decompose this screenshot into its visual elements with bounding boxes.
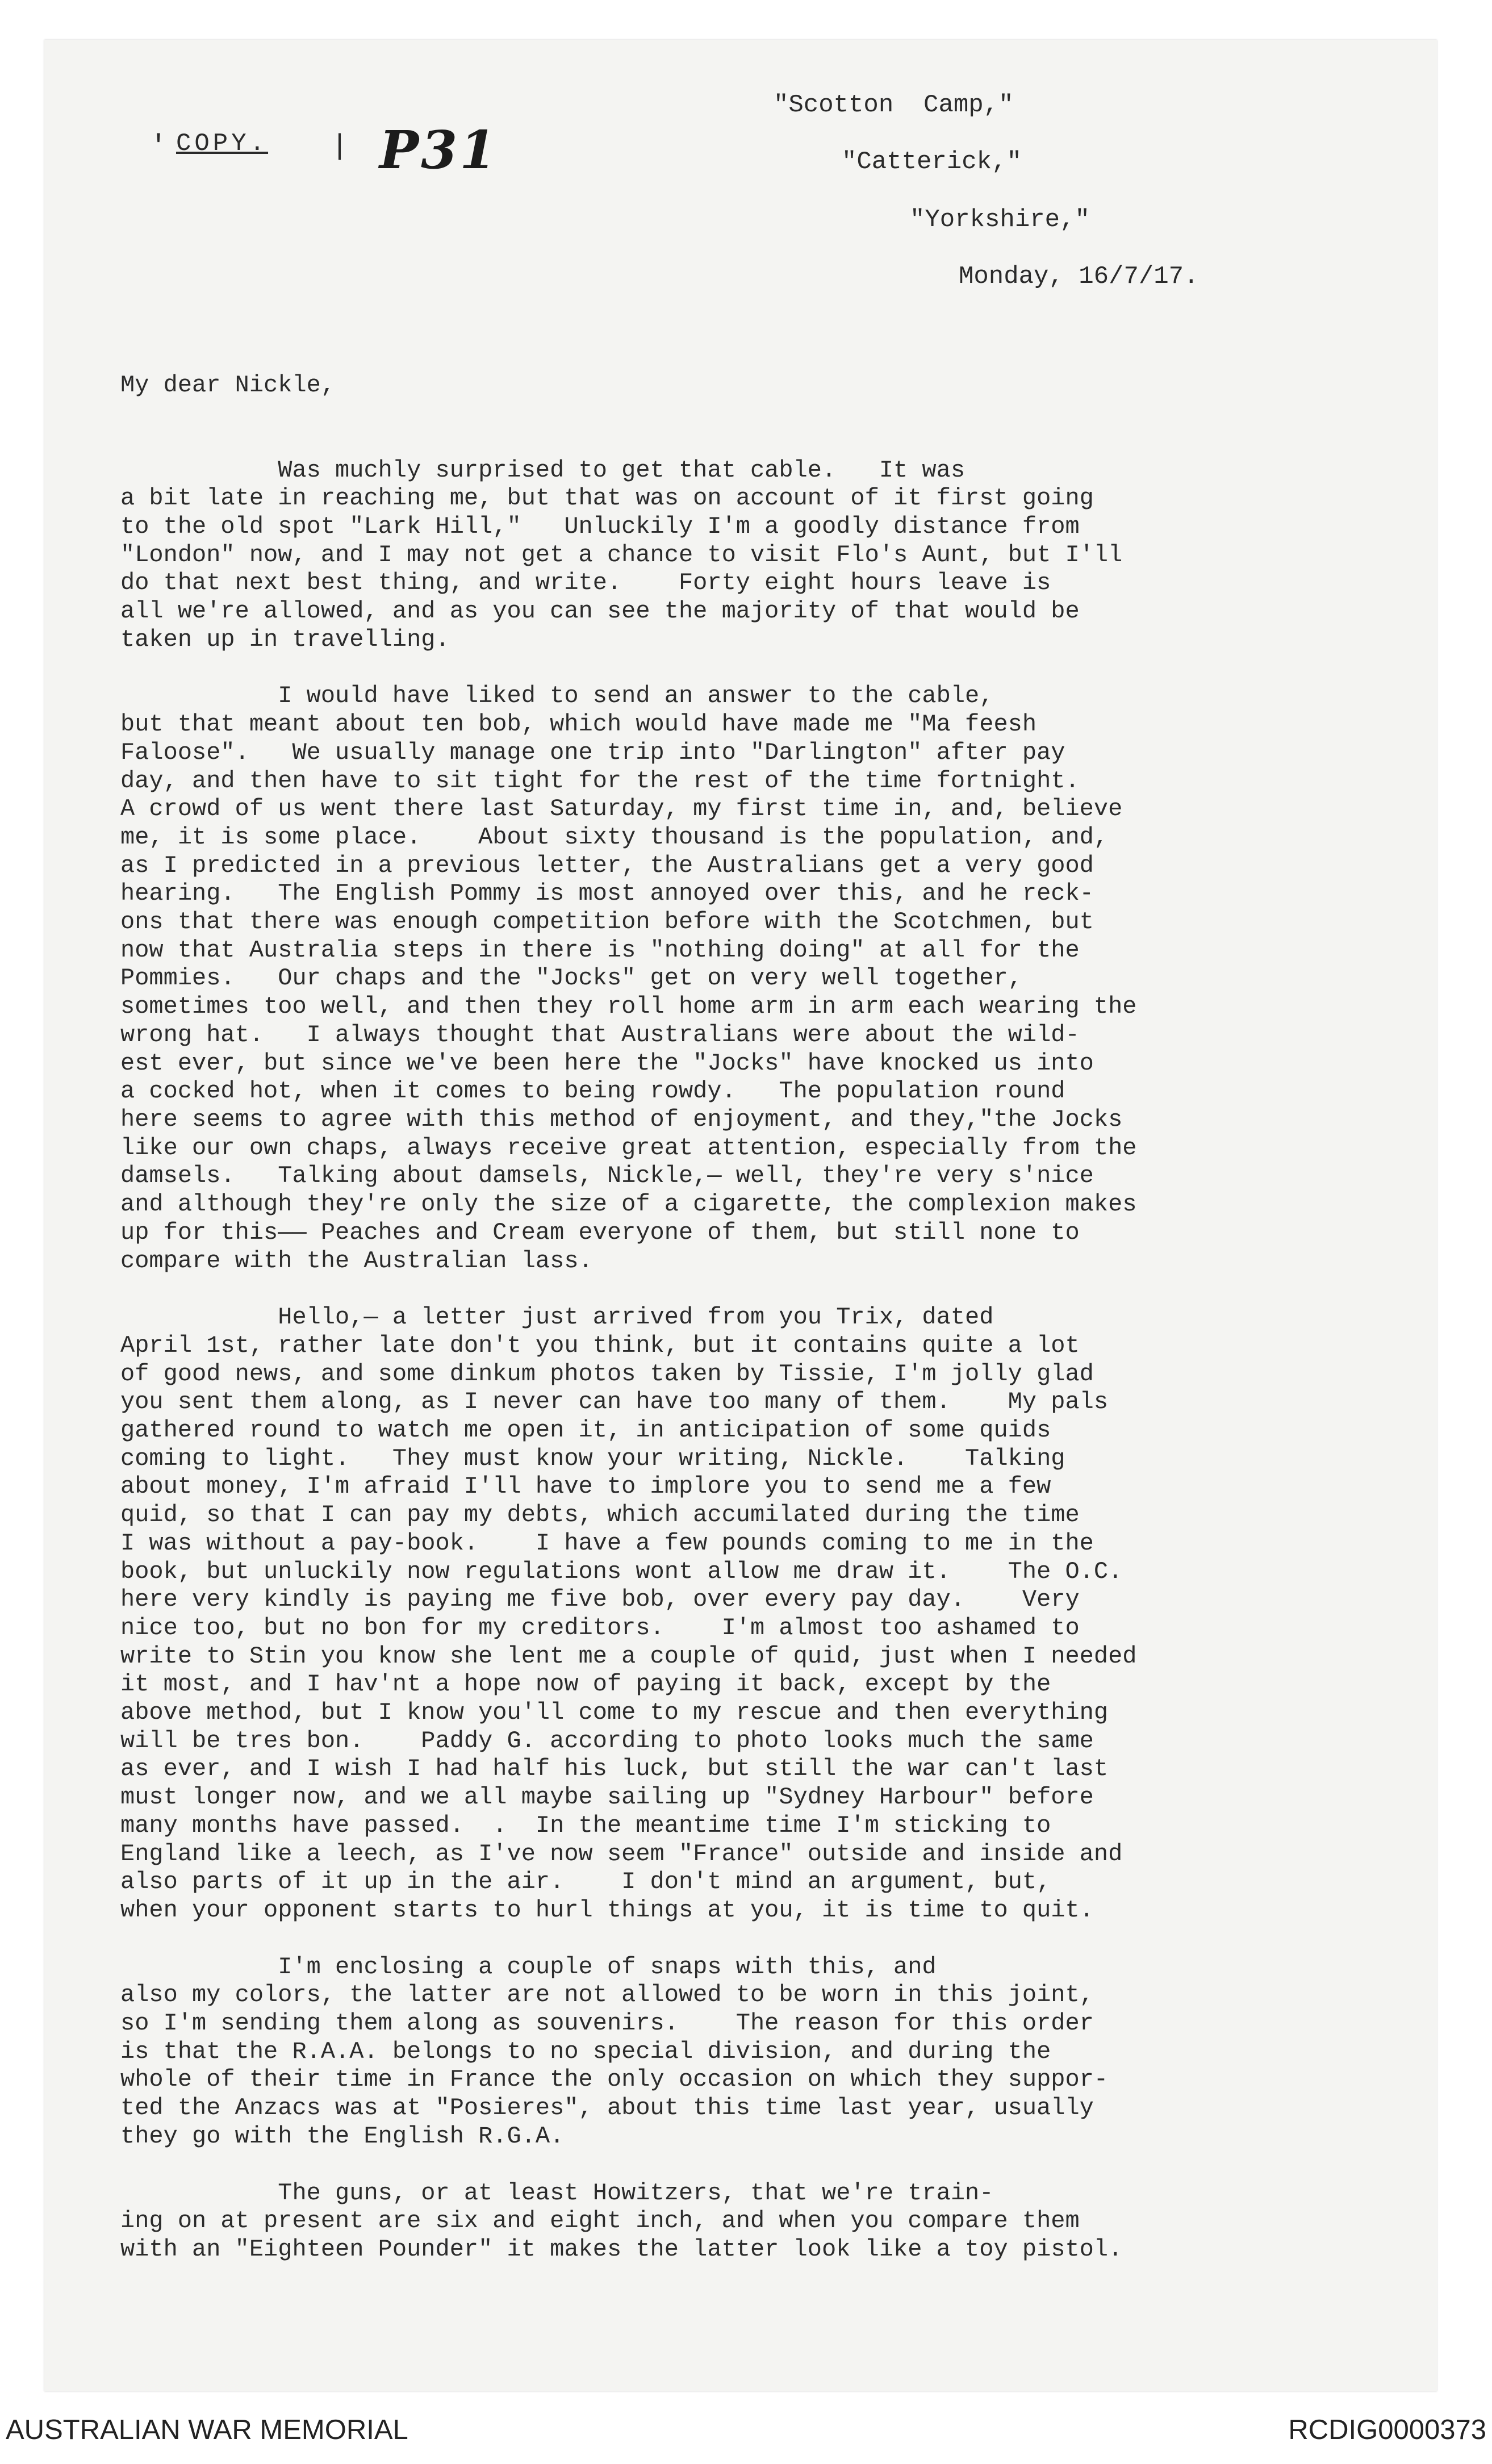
text-line: Was muchly surprised to get that cable. It was xyxy=(120,456,966,484)
text-line: will be tres bon. Paddy G. according to photo looks much the same xyxy=(120,1727,1094,1755)
text-line: day, and then have to sit tight for the rest of the time fortnight. xyxy=(120,767,1080,795)
text-line: book, but unluckily now regulations wont allow me draw it. The O.C. xyxy=(120,1557,1123,1585)
paragraph-gap xyxy=(120,654,1370,682)
text-line: but that meant about ten bob, which would have made me "Ma feesh xyxy=(120,711,1037,738)
letter-body xyxy=(120,315,1370,2292)
text-line: here seems to agree with this method of enjoyment, and they,"the Jocks xyxy=(120,1105,1123,1133)
letter-date: Monday, 16/7/17. xyxy=(959,262,1199,291)
text-line: is that the R.A.A. belongs to no special division, and during the xyxy=(120,2037,1051,2065)
address-line-camp: "Scotton Camp," xyxy=(774,91,1014,119)
text-line: you sent them along, as I never can have too many of them. My pals xyxy=(120,1388,1109,1416)
paragraph xyxy=(120,1304,1370,1924)
text-line: above method, but I know you'll come to my rescue and then everything xyxy=(120,1699,1109,1727)
text-line: Pommies. Our chaps and the "Jocks" get on very well together, xyxy=(120,964,1022,992)
text-line: hearing. The English Pommy is most annoyed over this, and he reck- xyxy=(120,880,1094,908)
footer-record-id: RCDIG0000373 xyxy=(1288,2415,1486,2445)
text-line: damsels. Talking about damsels, Nickle,— well, they're very s'nice xyxy=(120,1162,1094,1190)
text-line: they go with the English R.G.A. xyxy=(120,2122,565,2150)
address-line-town: "Catterick," xyxy=(842,148,1022,176)
text-line: many months have passed. . In the meantime time I'm sticking to xyxy=(120,1811,1051,1839)
paragraphs xyxy=(120,457,1370,2264)
handwritten-reference: P31 xyxy=(379,119,499,181)
text-line: I'm enclosing a couple of snaps with this, and xyxy=(120,1953,937,1981)
address-line-county: "Yorkshire," xyxy=(910,206,1090,234)
text-line: a bit late in reaching me, but that was on account of it first going xyxy=(120,485,1094,512)
copy-label: COPY. xyxy=(176,130,269,158)
text-line: ing on at present are six and eight inch, and when you compare them xyxy=(120,2207,1080,2235)
paragraph xyxy=(120,457,1370,654)
paragraph-gap xyxy=(120,2151,1370,2179)
text-line: to the old spot "Lark Hill," Unluckily I'm a goodly distance from xyxy=(120,512,1080,540)
footer-institution: AUSTRALIAN WAR MEMORIAL xyxy=(6,2415,408,2445)
text-line: gathered round to watch me open it, in anticipation of some quids xyxy=(120,1417,1051,1444)
copy-tick-mark: ' xyxy=(150,131,168,163)
paragraph-gap xyxy=(120,1275,1370,1304)
text-line: write to Stin you know she lent me a couple of quid, just when I needed xyxy=(120,1642,1137,1670)
text-line: do that next best thing, and write. Forty eight hours leave is xyxy=(120,569,1051,597)
text-line: also parts of it up in the air. I don't mind an argument, but, xyxy=(120,1868,1051,1896)
paragraph xyxy=(120,682,1370,1275)
paragraph xyxy=(120,2179,1370,2264)
text-line: quid, so that I can pay my debts, which accumilated during the time xyxy=(120,1501,1080,1529)
text-line: must longer now, and we all maybe sailing up "Sydney Harbour" before xyxy=(120,1784,1094,1811)
text-line: nice too, but no bon for my creditors. I'm almost too ashamed to xyxy=(120,1614,1080,1642)
text-line: about money, I'm afraid I'll have to implore you to send me a few xyxy=(120,1473,1051,1501)
text-line: a cocked hot, when it comes to being rowdy. The population round xyxy=(120,1078,1065,1105)
copy-bar-mark: | xyxy=(331,131,349,163)
text-line: me, it is some place. About sixty thousand is the population, and, xyxy=(120,823,1109,851)
text-line: as I predicted in a previous letter, the Australians get a very good xyxy=(120,851,1094,879)
text-line: ons that there was enough competition before with the Scotchmen, but xyxy=(120,908,1094,936)
text-line: up for this—— Peaches and Cream everyone of them, but still none to xyxy=(120,1218,1080,1246)
text-line: est ever, but since we've been here the "Jocks" have knocked us into xyxy=(120,1049,1094,1077)
text-line: compare with the Australian lass. xyxy=(120,1247,593,1275)
paragraph xyxy=(120,1953,1370,2151)
text-line: also my colors, the latter are not allowed to be worn in this joint, xyxy=(120,1981,1094,2009)
text-line: now that Australia steps in there is "nothing doing" at all for the xyxy=(120,936,1080,964)
text-line: A crowd of us went there last Saturday, my first time in, and, believe xyxy=(120,795,1123,823)
text-line: so I'm sending them along as souvenirs. The reason for this order xyxy=(120,2010,1094,2037)
text-line: The guns, or at least Howitzers, that we're train- xyxy=(120,2179,994,2207)
text-line: like our own chaps, always receive great attention, especially from the xyxy=(120,1134,1137,1162)
text-line: Faloose". We usually manage one trip into "Darlington" after pay xyxy=(120,738,1065,766)
text-line: I would have liked to send an answer to the cable, xyxy=(120,682,994,710)
text-line: I was without a pay-book. I have a few pounds coming to me in the xyxy=(120,1529,1094,1557)
text-line: all we're allowed, and as you can see the majority of that would be xyxy=(120,598,1080,625)
text-line: when your opponent starts to hurl things at you, it is time to quit. xyxy=(120,1896,1094,1924)
text-line: and although they're only the size of a cigarette, the complexion makes xyxy=(120,1191,1137,1218)
text-line: here very kindly is paying me five bob, over every pay day. Very xyxy=(120,1586,1080,1614)
text-line: wrong hat. I always thought that Australians were about the wild- xyxy=(120,1021,1080,1049)
paragraph-gap xyxy=(120,1925,1370,1953)
text-line: sometimes too well, and then they roll home arm in arm each wearing the xyxy=(120,993,1137,1021)
text-line: whole of their time in France the only occasion on which they suppor- xyxy=(120,2066,1109,2094)
text-line: as ever, and I wish I had half his luck, but still the war can't last xyxy=(120,1755,1109,1783)
text-line: with an "Eighteen Pounder" it makes the latter look like a toy pistol. xyxy=(120,2236,1123,2263)
text-line: it most, and I hav'nt a hope now of paying it back, except by the xyxy=(120,1670,1051,1698)
text-line: coming to light. They must know your writing, Nickle. Talking xyxy=(120,1444,1065,1472)
text-line: taken up in travelling. xyxy=(120,625,450,653)
text-line: "London" now, and I may not get a chance to visit Flo's Aunt, but I'll xyxy=(120,541,1123,569)
salutation: My dear Nickle, xyxy=(120,371,336,399)
text-line: England like a leech, as I've now seem "France" outside and inside and xyxy=(120,1840,1123,1868)
text-line: ted the Anzacs was at "Posieres", about this time last year, usually xyxy=(120,2094,1094,2122)
text-line: of good news, and some dinkum photos taken by Tissie, I'm jolly glad xyxy=(120,1360,1094,1388)
text-line: Hello,— a letter just arrived from you Trix, dated xyxy=(120,1304,994,1331)
text-line: April 1st, rather late don't you think, but it contains quite a lot xyxy=(120,1331,1080,1359)
